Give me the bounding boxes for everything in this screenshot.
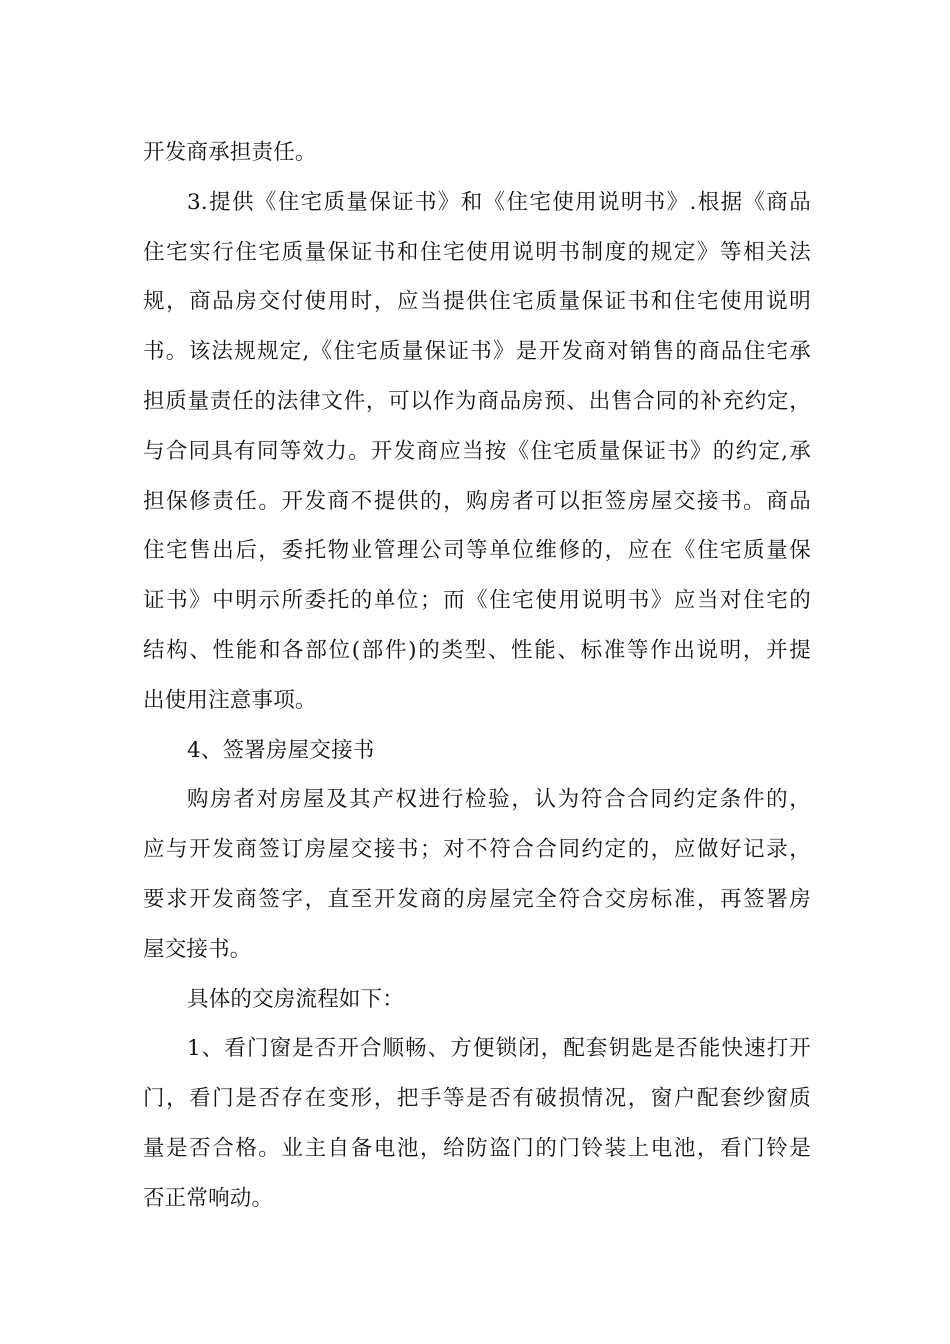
text-line: 规，商品房交付使用时，应当提供住宅质量保证书和住宅使用说明	[143, 289, 811, 315]
body-text	[143, 128, 811, 1224]
paragraph-6	[143, 1024, 811, 1223]
text-line: 出使用注意事项。	[143, 687, 317, 713]
text-line: 具体的交房流程如下：	[187, 986, 405, 1012]
section-heading: 4、签署房屋交接书	[187, 737, 375, 763]
paragraph-5	[143, 975, 811, 1025]
text-line: 量是否合格。业主自备电池，给防盗门的门铃装上电池，看门铃是	[143, 1135, 811, 1161]
paragraph-2	[143, 178, 811, 726]
text-line: 应与开发商签订房屋交接书；对不符合合同约定的，应做好记录，	[143, 837, 811, 863]
text-line: 与合同具有同等效力。开发商应当按《住宅质量保证书》的约定,承	[143, 438, 811, 464]
text-line: 结构、性能和各部位(部件)的类型、性能、标准等作出说明，并提	[143, 637, 811, 663]
text-line: 门，看门是否存在变形，把手等是否有破损情况，窗户配套纱窗质	[143, 1086, 811, 1112]
text-line: 1、看门窗是否开合顺畅、方便锁闭，配套钥匙是否能快速打开	[187, 1036, 811, 1062]
text-line: 要求开发商签字，直至开发商的房屋完全符合交房标准，再签署房	[143, 886, 811, 912]
text-line: 3.提供《住宅质量保证书》和《住宅使用说明书》.根据《商品	[187, 189, 811, 215]
text-line: 书。该法规规定,《住宅质量保证书》是开发商对销售的商品住宅承	[143, 339, 811, 365]
text-line: 购房者对房屋及其产权进行检验，认为符合合同约定条件的，	[187, 787, 811, 813]
text-line: 开发商承担责任。	[143, 140, 317, 165]
text-line: 屋交接书。	[143, 936, 252, 962]
text-line: 否正常响动。	[143, 1185, 274, 1211]
paragraph-3-heading	[143, 726, 811, 776]
paragraph-4	[143, 775, 811, 974]
text-line: 证书》中明示所委托的单位；而《住宅使用说明书》应当对住宅的	[143, 588, 811, 614]
paragraph-1	[143, 128, 811, 178]
text-line: 担质量责任的法律文件，可以作为商品房预、出售合同的补充约定，	[143, 388, 811, 414]
text-line: 担保修责任。开发商不提供的，购房者可以拒签房屋交接书。商品	[143, 488, 811, 514]
text-line: 住宅实行住宅质量保证书和住宅使用说明书制度的规定》等相关法	[143, 239, 811, 265]
text-line: 住宅售出后，委托物业管理公司等单位维修的，应在《住宅质量保	[143, 538, 811, 564]
